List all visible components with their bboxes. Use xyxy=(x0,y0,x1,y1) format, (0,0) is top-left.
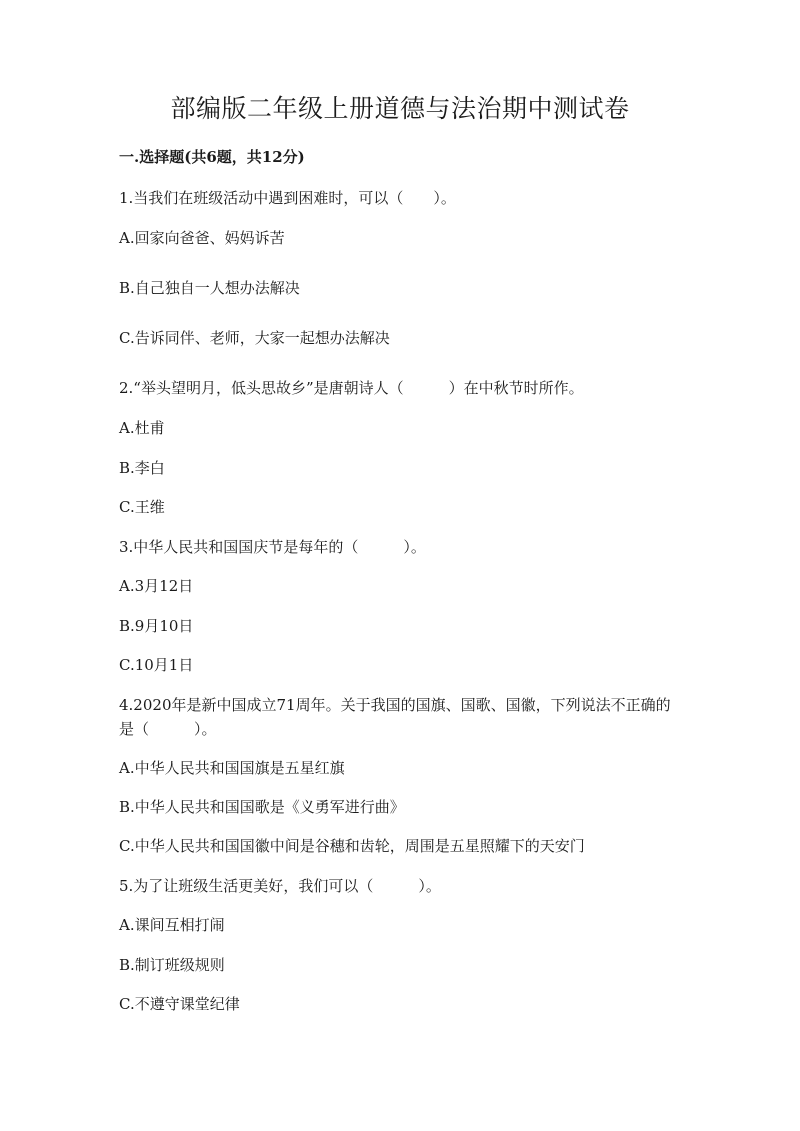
question-5-stem: 5.为了让班级生活更美好，我们可以（ ）。 xyxy=(119,877,441,895)
question-1-stem: 1.当我们在班级活动中遇到困难时，可以（ ）。 xyxy=(119,189,456,207)
question-5-option-c: C.不遵守课堂纪律 xyxy=(119,995,240,1013)
question-4-option-a: A.中华人民共和国国旗是五星红旗 xyxy=(119,759,345,777)
question-2-option-a: A.杜甫 xyxy=(119,419,165,437)
question-3-option-b: B.9月10日 xyxy=(119,617,194,635)
page-title: 部编版二年级上册道德与法治期中测试卷 xyxy=(170,94,630,123)
question-4-option-c: C.中华人民共和国国徽中间是谷穗和齿轮，周围是五星照耀下的天安门 xyxy=(119,837,585,855)
question-2-stem: 2.“举头望明月，低头思故乡”是唐朝诗人（ ）在中秋节时所作。 xyxy=(119,379,584,397)
section-heading: 一.选择题(共6题，共12分) xyxy=(119,148,305,166)
question-4-option-b: B.中华人民共和国国歌是《义勇军进行曲》 xyxy=(119,798,405,816)
question-3-option-c: C.10月1日 xyxy=(119,656,194,674)
question-1-option-b: B.自己独自一人想办法解决 xyxy=(119,279,300,297)
question-2-option-b: B.李白 xyxy=(119,459,165,477)
question-3-stem: 3.中华人民共和国国庆节是每年的（ ）。 xyxy=(119,538,426,556)
question-5-option-b: B.制订班级规则 xyxy=(119,956,225,974)
question-1-option-a: A.回家向爸爸、妈妈诉苦 xyxy=(119,229,285,247)
question-5-option-a: A.课间互相打闹 xyxy=(119,916,225,934)
question-3-option-a: A.3月12日 xyxy=(119,577,194,595)
question-4-stem: 4.2020年是新中国成立71周年。关于我国的国旗、国歌、国徽，下列说法不正确的是（ ）。 xyxy=(119,696,671,738)
question-1-option-c: C.告诉同伴、老师，大家一起想办法解决 xyxy=(119,329,390,347)
question-2-option-c: C.王维 xyxy=(119,498,165,516)
